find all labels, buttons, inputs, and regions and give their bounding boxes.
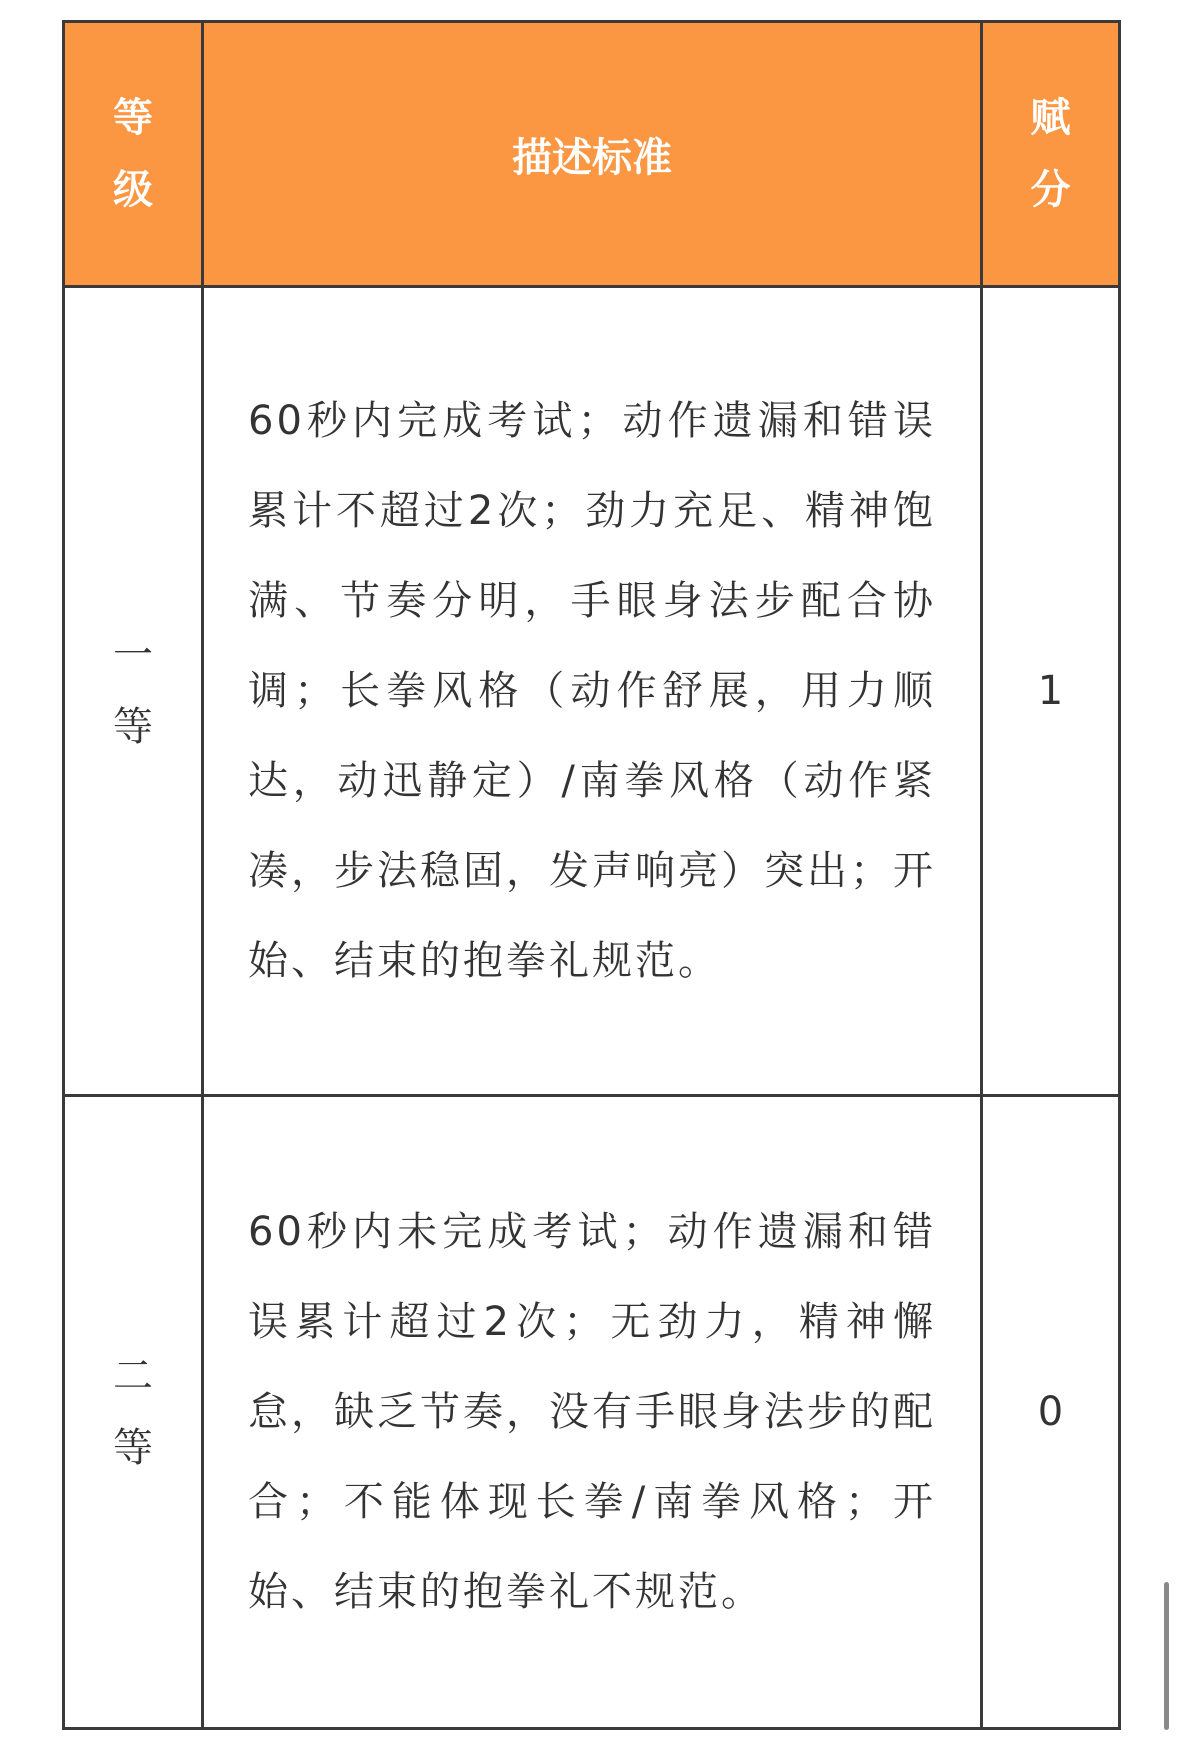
grade-cell: 二等 [64,1096,203,1729]
description-text: 60秒内完成考试；动作遗漏和错误累计不超过2次；劲力充足、精神饱满、节奏分明，手眼身法步配合协调；长拳风格（动作舒展，用力顺达，动迅静定）/南拳风格（动作紧凑，步法稳固，发声响亮）突出；开始、结束的抱拳礼规范。 [248,398,936,984]
vertical-scrollbar[interactable] [1164,1582,1169,1730]
score-cell [982,1096,1120,1729]
description-cell [203,287,982,1096]
table-header-row [64,22,1120,287]
description-text: 60秒内未完成考试；动作遗漏和错误累计超过2次；无劲力，精神懈怠，缺乏节奏，没有手眼身法步的配合；不能体现长拳/南拳风格；开始、结束的抱拳礼不规范。 [248,1209,936,1615]
score-value: 1 [1037,668,1064,714]
header-description: 描述标准 [203,22,982,287]
header-score: 赋分 [982,22,1120,287]
grading-table [62,20,1121,1730]
description-cell [203,1096,982,1729]
header-grade: 等级 [64,22,203,287]
score-value: 0 [1037,1389,1064,1435]
table-row [64,1096,1120,1729]
score-cell [982,287,1120,1096]
table-row [64,287,1120,1096]
grade-cell: 一等 [64,287,203,1096]
